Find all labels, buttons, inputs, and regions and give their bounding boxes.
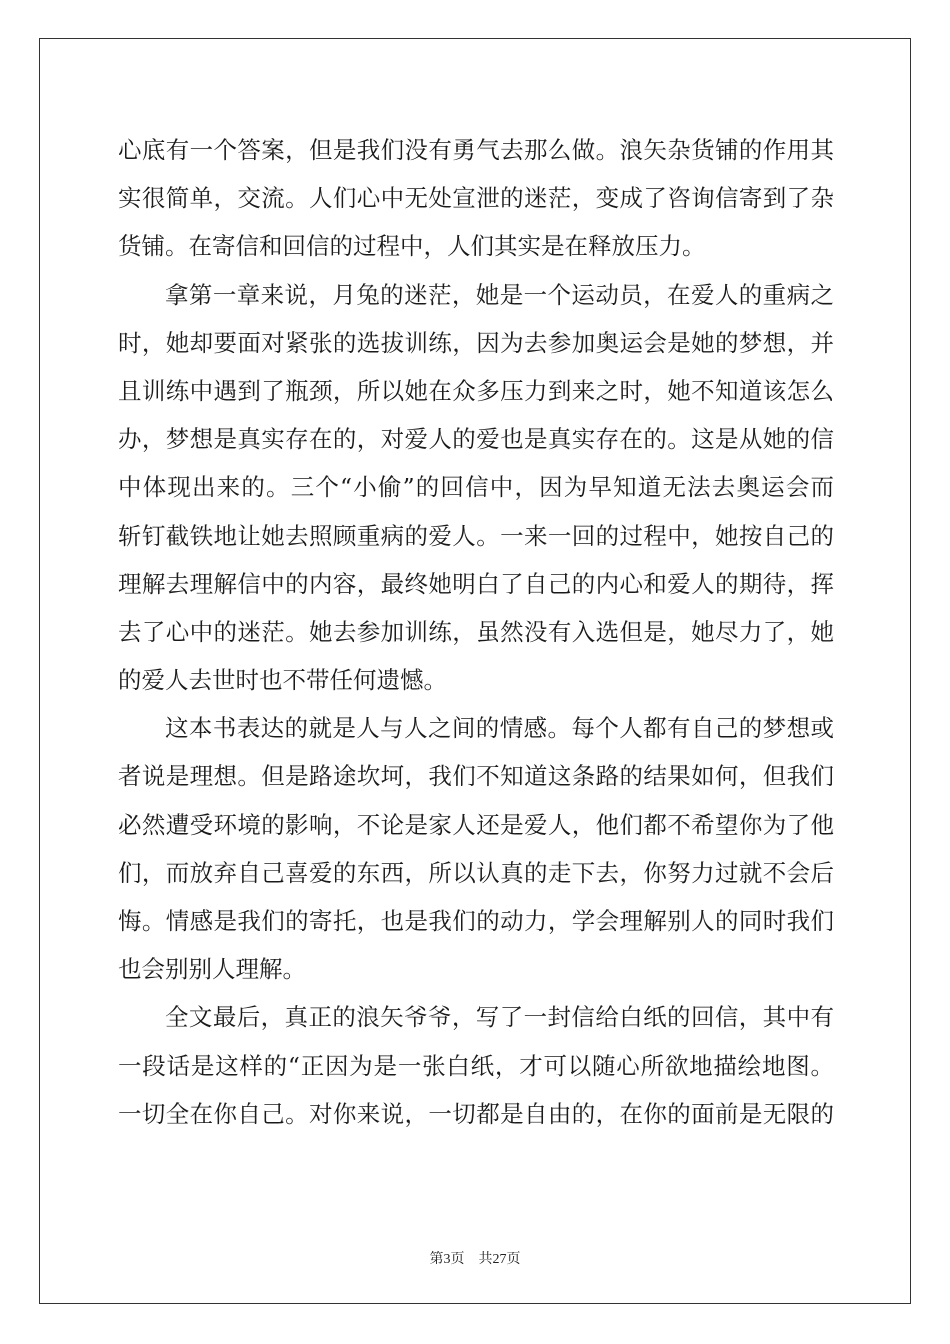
text-line: 心底有一个答案，但是我们没有勇气去那么做。浪矢杂货铺的作用其 — [118, 136, 834, 164]
document-body — [118, 126, 834, 1138]
text-line: 中体现出来的。三个“小偷”的回信中，因为早知道无法去奥运会而 — [118, 473, 834, 502]
page-total: 共27页 — [478, 1252, 521, 1267]
text-line: 拿第一章来说，月兔的迷茫，她是一个运动员，在爱人的重病之 — [165, 280, 834, 309]
text-line: 去了心中的迷茫。她去参加训练，虽然没有入选但是，她尽力了，她 — [118, 617, 834, 646]
text-line: 全文最后，真正的浪矢爷爷，写了一封信给白纸的回信，其中有 — [165, 1003, 834, 1032]
text-line: 也会别别人理解。 — [118, 955, 306, 984]
text-line: 必然遭受环境的影响，不论是家人还是爱人，他们都不希望你为了他 — [118, 810, 834, 839]
text-line: 这本书表达的就是人与人之间的情感。每个人都有自己的梦想或 — [165, 714, 834, 743]
text-line: 悔。情感是我们的寄托，也是我们的动力，学会理解别人的同时我们 — [118, 907, 834, 935]
text-line: 一段话是这样的“正因为是一张白纸，才可以随心所欲地描绘地图。 — [118, 1051, 834, 1080]
text-line: 斩钉截铁地让她去照顾重病的爱人。一来一回的过程中，她按自己的 — [118, 521, 834, 550]
text-line: 时，她却要面对紧张的选拔训练，因为去参加奥运会是她的梦想，并 — [118, 328, 834, 357]
text-line: 理解去理解信中的内容，最终她明白了自己的内心和爱人的期待，挥 — [118, 569, 834, 598]
text-line: 货铺。在寄信和回信的过程中，人们其实是在释放压力。 — [118, 232, 706, 261]
page-footer — [0, 1248, 950, 1268]
page-number: 第3页 — [429, 1252, 465, 1267]
text-line: 的爱人去世时也不带任何遗憾。 — [118, 666, 447, 695]
text-line: 们，而放弃自己喜爱的东西，所以认真的走下去，你努力过就不会后 — [118, 858, 834, 887]
text-line: 实很简单，交流。人们心中无处宣泄的迷茫，变成了咨询信寄到了杂 — [118, 184, 834, 213]
text-line: 办，梦想是真实存在的，对爱人的爱也是真实存在的。这是从她的信 — [118, 425, 834, 454]
text-line: 且训练中遇到了瓶颈，所以她在众多压力到来之时，她不知道该怎么 — [118, 376, 834, 405]
text-line: 者说是理想。但是路途坎坷，我们不知道这条路的结果如何，但我们 — [118, 762, 834, 791]
text-line: 一切全在你自己。对你来说，一切都是自由的，在你的面前是无限的 — [118, 1099, 834, 1128]
